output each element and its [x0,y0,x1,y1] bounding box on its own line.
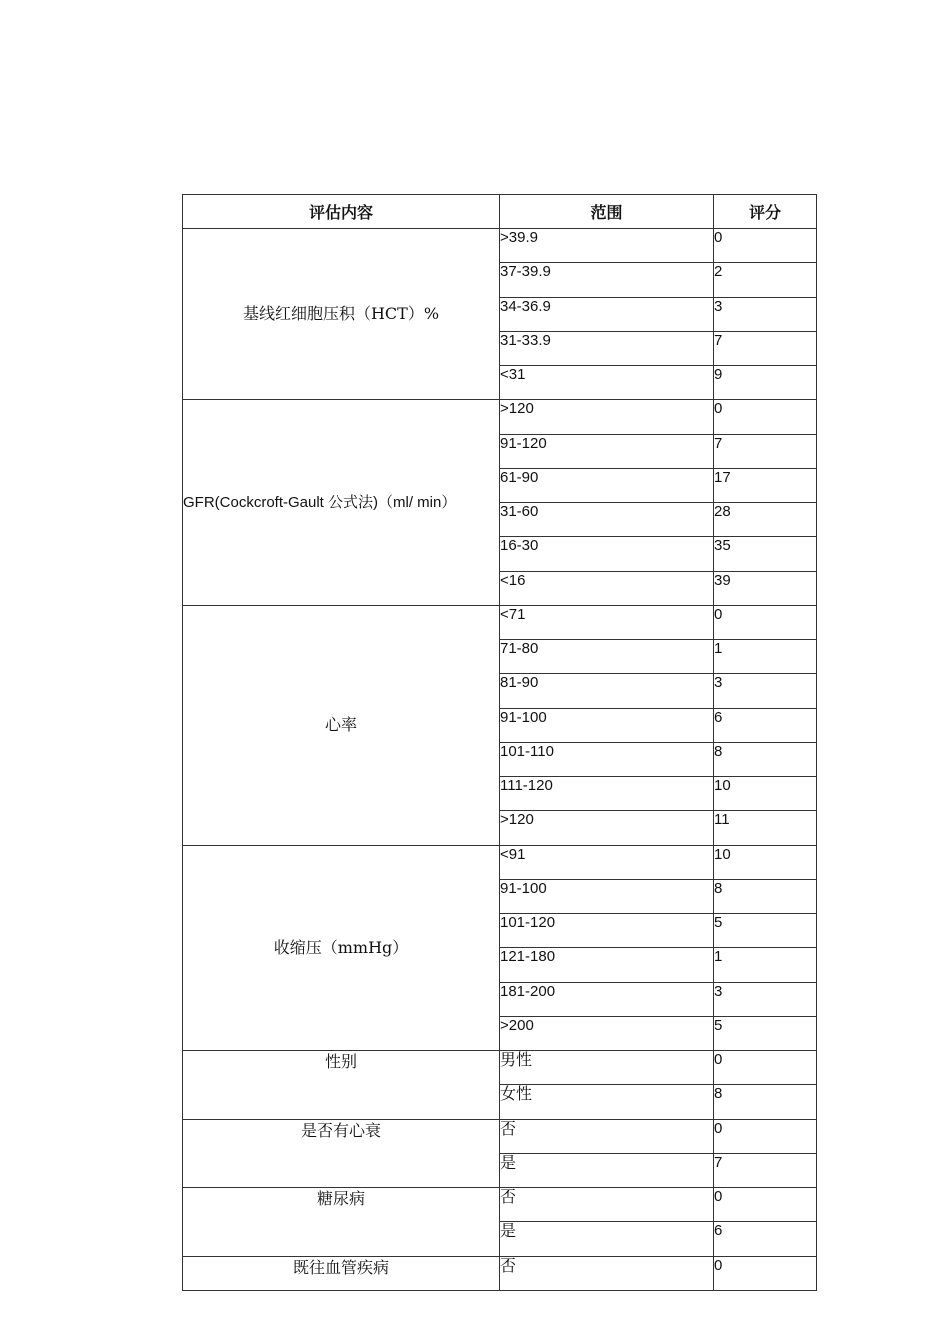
score-cell: 2 [714,263,817,297]
document-page [182,194,816,1291]
range-cell: 31-33.9 [500,331,714,365]
table-row [183,1119,817,1153]
table-row [183,229,817,263]
table-header-row [183,195,817,229]
table-row [183,845,817,879]
assessment-category: 糖尿病 [183,1188,500,1257]
score-cell: 5 [714,914,817,948]
range-cell: 否 [500,1256,714,1290]
score-cell: 1 [714,948,817,982]
assessment-category: 是否有心衰 [183,1119,500,1188]
score-cell: 7 [714,434,817,468]
range-cell: 男性 [500,1051,714,1085]
range-cell: 111-120 [500,777,714,811]
range-cell: 71-80 [500,640,714,674]
assessment-category: 性别 [183,1051,500,1120]
range-cell: >39.9 [500,229,714,263]
table-body [183,229,817,1291]
range-cell: <31 [500,366,714,400]
range-cell: 91-120 [500,434,714,468]
score-cell: 8 [714,742,817,776]
header-score: 评分 [714,195,817,229]
table-row [183,1051,817,1085]
score-cell: 39 [714,571,817,605]
header-assessment: 评估内容 [183,195,500,229]
table-row [183,1188,817,1222]
score-cell: 10 [714,845,817,879]
score-cell: 1 [714,640,817,674]
score-cell: 0 [714,1256,817,1290]
score-cell: 0 [714,605,817,639]
assessment-category: 基线红细胞压积（HCT）% [183,229,500,400]
score-cell: 10 [714,777,817,811]
range-cell: 121-180 [500,948,714,982]
score-cell: 9 [714,366,817,400]
range-cell: 否 [500,1188,714,1222]
score-cell: 8 [714,1085,817,1119]
range-cell: 34-36.9 [500,297,714,331]
range-cell: 是 [500,1153,714,1187]
score-cell: 11 [714,811,817,845]
range-cell: >200 [500,1016,714,1050]
score-cell: 5 [714,1016,817,1050]
score-cell: 6 [714,1222,817,1256]
assessment-category: 收缩压（mmHg） [183,845,500,1051]
range-cell: 101-120 [500,914,714,948]
score-cell: 7 [714,1153,817,1187]
score-cell: 0 [714,1119,817,1153]
range-cell: 101-110 [500,742,714,776]
range-cell: 37-39.9 [500,263,714,297]
range-cell: 女性 [500,1085,714,1119]
range-cell: >120 [500,811,714,845]
table-row [183,605,817,639]
score-cell: 3 [714,982,817,1016]
range-cell: 否 [500,1119,714,1153]
range-cell: <91 [500,845,714,879]
header-range: 范围 [500,195,714,229]
assessment-category: 既往血管疾病 [183,1256,500,1290]
score-cell: 7 [714,331,817,365]
range-cell: 91-100 [500,879,714,913]
range-cell: <16 [500,571,714,605]
range-cell: 81-90 [500,674,714,708]
score-cell: 17 [714,468,817,502]
score-cell: 3 [714,674,817,708]
assessment-category: 心率 [183,605,500,845]
range-cell: 91-100 [500,708,714,742]
table-row [183,400,817,434]
range-cell: 181-200 [500,982,714,1016]
score-cell: 28 [714,503,817,537]
score-cell: 3 [714,297,817,331]
score-cell: 0 [714,1188,817,1222]
range-cell: 31-60 [500,503,714,537]
range-cell: 是 [500,1222,714,1256]
score-cell: 0 [714,1051,817,1085]
table-row [183,1256,817,1290]
assessment-category: GFR(Cockcroft-Gault 公式法)（ml/ min） [183,400,500,606]
score-cell: 6 [714,708,817,742]
range-cell: 16-30 [500,537,714,571]
risk-score-table [182,194,817,1291]
range-cell: 61-90 [500,468,714,502]
range-cell: <71 [500,605,714,639]
score-cell: 8 [714,879,817,913]
score-cell: 35 [714,537,817,571]
score-cell: 0 [714,229,817,263]
range-cell: >120 [500,400,714,434]
score-cell: 0 [714,400,817,434]
